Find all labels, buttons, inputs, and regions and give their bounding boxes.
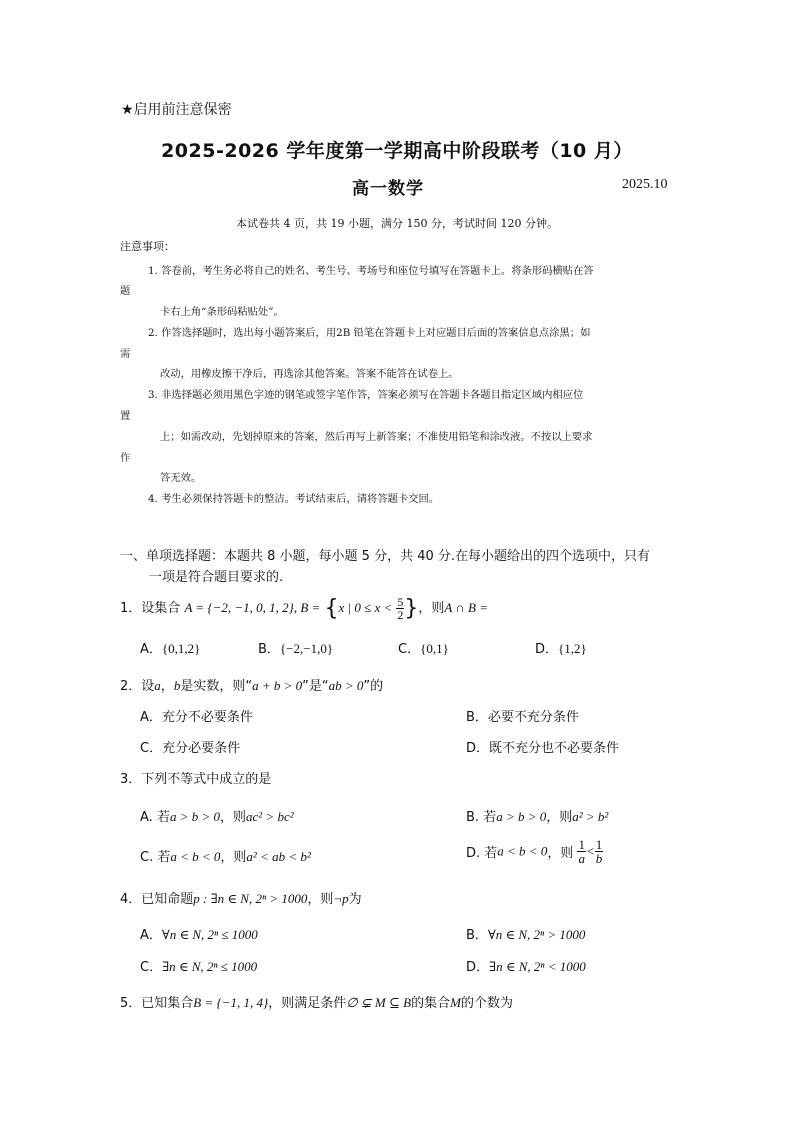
- notice-item-3: 3. 非选择题必须用黑色字迹的钢笔或签字笔作答，答案必须写在答题卡各题目指定区域内相应位: [148, 389, 584, 401]
- option-value: 充分必要条件: [162, 741, 241, 756]
- question-5: [120, 992, 513, 1011]
- question-text: 的个数为: [460, 996, 513, 1011]
- fraction-denominator: a: [578, 851, 585, 866]
- q3-option-a[interactable]: [140, 806, 294, 825]
- fraction-one-over-a: [577, 838, 586, 865]
- var-b: b: [173, 678, 181, 693]
- option-condition: a < b < 0: [170, 849, 221, 864]
- question-number: 1．: [120, 601, 142, 616]
- q2-option-d[interactable]: [466, 737, 619, 756]
- option-then: ，则: [546, 810, 573, 825]
- option-label: D. 若: [466, 846, 498, 861]
- question-text: ”是“: [302, 679, 329, 694]
- question-text: 已知命题: [141, 892, 194, 907]
- option-label: B．: [466, 710, 488, 725]
- option-value: {1,2}: [558, 641, 587, 656]
- fraction-numerator: 1: [578, 837, 585, 852]
- intersection-expr: A ∩ B =: [444, 600, 488, 615]
- notice-item-1-rest: 卡右上角“条形码粘贴处”。: [160, 306, 284, 318]
- question-text: 是实数，则“: [180, 679, 253, 694]
- confidential-label: ★启用前注意保密: [121, 102, 232, 118]
- expr-product: ab > 0: [328, 678, 364, 693]
- option-value: {0,1,2}: [161, 641, 201, 656]
- option-result: a² < ab < b²: [246, 849, 311, 864]
- notice-item-4: 4. 考生必须保持答题卡的整洁。考试结束后，请将答题卡交回。: [148, 493, 440, 505]
- question-text: 已知集合: [141, 996, 194, 1011]
- exam-date: 2025.10: [622, 177, 668, 192]
- question-text: 设: [141, 679, 155, 694]
- option-label: C. 若: [140, 850, 171, 865]
- notice-item-2-rest: 改动，用橡皮擦干净后，再选涂其他答案。答案不能答在试卷上。: [160, 368, 459, 380]
- option-label: A．: [140, 928, 162, 943]
- option-value: 既不充分也不必要条件: [489, 741, 620, 756]
- option-label: D．: [535, 642, 559, 657]
- question-number: 2．: [120, 679, 142, 694]
- option-value: ∃n ∈ N, 2ⁿ < 1000: [489, 959, 586, 974]
- option-label: C．: [398, 642, 421, 657]
- negation-p: ¬p: [333, 891, 349, 906]
- question-4: [120, 888, 362, 907]
- question-3: [120, 768, 271, 787]
- question-text: ，: [160, 679, 174, 694]
- q4-option-c[interactable]: [140, 956, 257, 975]
- q2-option-c[interactable]: [140, 737, 240, 756]
- question-text: 的集合: [411, 996, 451, 1011]
- fraction-numerator: 5: [397, 595, 404, 609]
- q1-option-a[interactable]: [140, 638, 200, 657]
- option-label: B. 若: [466, 810, 497, 825]
- q1-option-b[interactable]: [258, 638, 333, 657]
- option-label: D．: [466, 960, 490, 975]
- question-text: 下列不等式中成立的是: [141, 772, 272, 787]
- option-label: A．: [140, 710, 162, 725]
- set-b-label: , B =: [293, 600, 321, 615]
- notice-item-3-wrap2: 作: [120, 452, 131, 464]
- brace-close: }: [404, 596, 419, 621]
- exam-title: 2025-2026 学年度第一学期高中阶段联考（10 月）: [161, 140, 633, 162]
- option-value: {0,1}: [420, 641, 449, 656]
- fraction-numerator: 1: [595, 837, 603, 852]
- option-result: ac² > bc²: [246, 809, 294, 824]
- option-value: ∀n ∈ N, 2ⁿ > 1000: [487, 927, 586, 942]
- question-2: [120, 675, 383, 694]
- option-label: B．: [258, 642, 280, 657]
- question-text: 为: [348, 892, 362, 907]
- option-value: 充分不必要条件: [161, 710, 253, 725]
- q3-option-b[interactable]: [466, 806, 608, 825]
- question-number: 3．: [120, 772, 142, 787]
- question-text: ”的: [363, 679, 384, 694]
- option-condition: a < b < 0: [497, 843, 548, 859]
- option-then: ，则: [547, 846, 574, 861]
- subset-condition: ∅ ⊊ M ⊆ B: [346, 995, 412, 1010]
- option-label: C．: [140, 960, 163, 975]
- q4-option-a[interactable]: [140, 924, 258, 943]
- notice-item-2: 2. 作答选择题时，选出每小题答案后，用2B 铅笔在答题卡上对应题目后面的答案信息点涂黑；如: [148, 327, 591, 339]
- set-a-expr: A = {−2, −1, 0, 1, 2}: [184, 600, 294, 615]
- option-value: {−2,−1,0}: [279, 641, 334, 656]
- notice-item-1-wrap: 题: [120, 285, 131, 297]
- section-heading: 一、单项选择题：本题共 8 小题，每小题 5 分，共 40 分.在每小题给出的四个选项中，只有: [120, 549, 651, 564]
- fraction-denominator: 2: [397, 608, 404, 622]
- option-then: ，则: [219, 810, 246, 825]
- option-result: a² > b²: [572, 809, 609, 824]
- q4-option-b[interactable]: [466, 924, 585, 943]
- exam-intro: 本试卷共 4 页，共 19 小题，满分 150 分，考试时间 120 分钟。: [236, 217, 558, 230]
- section-heading-cont: 一项是符合题目要求的.: [149, 570, 284, 585]
- q3-option-c[interactable]: [140, 846, 311, 865]
- q3-option-d[interactable]: [466, 838, 603, 865]
- option-label: C．: [140, 741, 163, 756]
- option-then: ，则: [220, 850, 247, 865]
- set-b-expr: B = {−1, 1, 4}: [193, 995, 269, 1010]
- q1-option-c[interactable]: [398, 638, 449, 657]
- notice-item-3-wrap: 置: [120, 410, 131, 422]
- question-number: 5．: [120, 996, 142, 1011]
- option-value: 必要不充分条件: [487, 710, 579, 725]
- var-m: M: [450, 995, 461, 1010]
- var-a: a: [154, 678, 161, 693]
- question-1: [120, 596, 488, 621]
- notice-title: 注意事项：: [120, 240, 175, 253]
- q1-option-d[interactable]: [535, 638, 587, 657]
- notice-item-3-rest2: 答无效。: [160, 472, 202, 484]
- option-label: A．: [140, 642, 162, 657]
- notice-item-3-rest: 上；如需改动，先划掉原来的答案，然后再写上新答案；不准使用铅笔和涂改液。不按以上要求: [160, 431, 593, 443]
- option-label: B．: [466, 928, 488, 943]
- fraction-denominator: b: [595, 851, 603, 866]
- notice-item-2-wrap: 需: [120, 348, 131, 360]
- question-text-then: ，则: [418, 601, 445, 616]
- option-value: ∃n ∈ N, 2ⁿ ≤ 1000: [162, 959, 258, 974]
- less-than-sign: <: [585, 843, 595, 859]
- option-value: ∀n ∈ N, 2ⁿ ≤ 1000: [161, 927, 258, 942]
- question-number: 4．: [120, 892, 142, 907]
- question-text: 设集合: [141, 601, 181, 616]
- proposition-p: p : ∃n ∈ N, 2ⁿ > 1000: [193, 891, 308, 906]
- q2-option-a[interactable]: [140, 706, 253, 725]
- brace-open: {: [324, 596, 339, 621]
- subject-title: 高一数学: [352, 179, 424, 199]
- q2-option-b[interactable]: [466, 706, 579, 725]
- question-text: ，则满足条件: [268, 996, 347, 1011]
- option-condition: a > b > 0: [496, 809, 547, 824]
- option-label: D．: [466, 741, 490, 756]
- option-condition: a > b > 0: [169, 809, 220, 824]
- q4-option-d[interactable]: [466, 956, 586, 975]
- question-text: ，则: [307, 892, 334, 907]
- expr-sum: a + b > 0: [252, 678, 303, 693]
- option-label: A. 若: [140, 810, 170, 825]
- set-b-body: x | 0 ≤ x <: [338, 600, 393, 615]
- fraction-one-over-b: [595, 838, 604, 865]
- notice-item-1: 1. 答卷前，考生务必将自己的姓名、考生号、考场号和座位号填写在答题卡上。将条形码横贴在答: [148, 265, 594, 277]
